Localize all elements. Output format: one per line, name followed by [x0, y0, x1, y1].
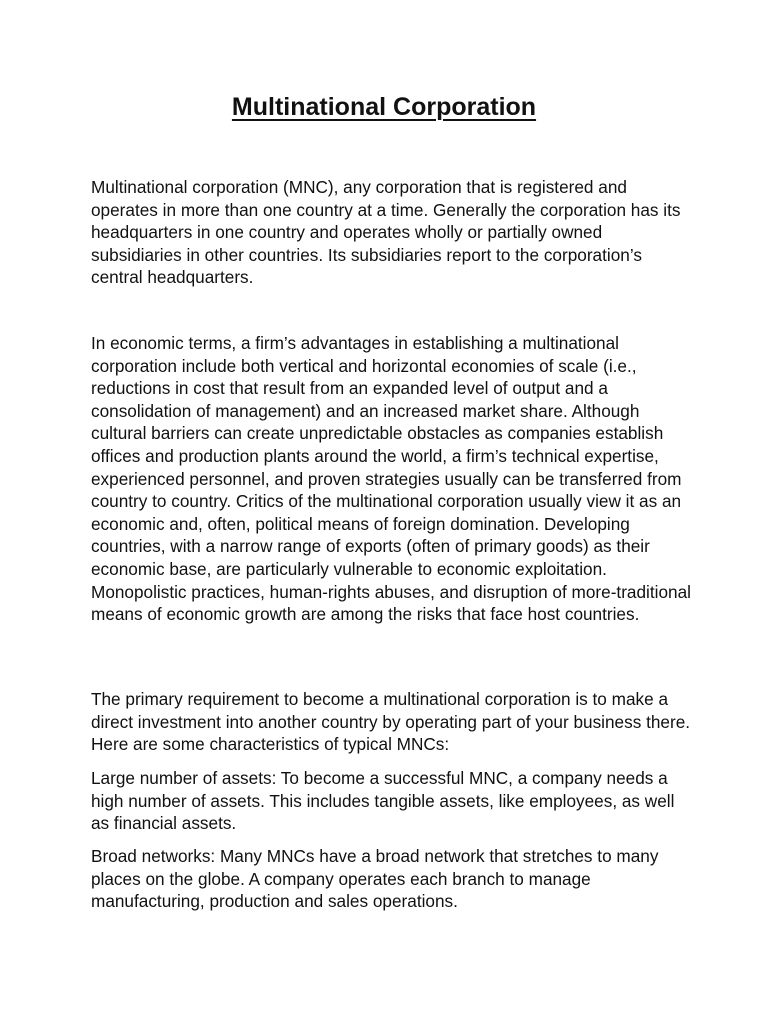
paragraph-primary-requirement: The primary requirement to become a multinational corporation is to make a direct investment into another country by operating part of your business there. Here are some characteristics of typical MNCs: — [91, 689, 691, 755]
page-title: Multinational Corporation — [231, 93, 537, 121]
paragraph-broad-networks: Broad networks: Many MNCs have a broad network that stretches to many places on the globe. A company operates each branch to manage manufacturing, production and sales operations. — [91, 846, 659, 912]
paragraph-large-assets: Large number of assets: To become a successful MNC, a company needs a high number of assets. This includes tangible assets, like employees, as well as financial assets. — [91, 768, 675, 834]
paragraph-economic-terms: In economic terms, a firm’s advantages in establishing a multinational corporation include both vertical and horizontal economies of scale (i.e., reductions in cost that result from an expanded level of output and a consolidation of management) and an increased market share. Although cultural barriers can create unpredictable obstacles as companies establish offices and production plants around the world, a firm’s technical expertise, experienced personnel, and proven strategies usually can be transferred from country to country. Critics of the multinational corporation usually view it as an economic and, often, political means of foreign domination. Developing countries, with a narrow range of exports (often of primary goods) as their economic base, are particularly vulnerable to economic exploitation. Monopolistic practices, human-rights abuses, and disruption of more-traditional means of economic growth are among the risks that face host countries. — [91, 333, 691, 625]
paragraph-definition: Multinational corporation (MNC), any corporation that is registered and operates in more than one country at a time. Generally the corporation has its headquarters in one country and operates wholly or partially owned subsidiaries in other countries. Its subsidiaries report to the corporation’s central headquarters. — [91, 177, 681, 288]
